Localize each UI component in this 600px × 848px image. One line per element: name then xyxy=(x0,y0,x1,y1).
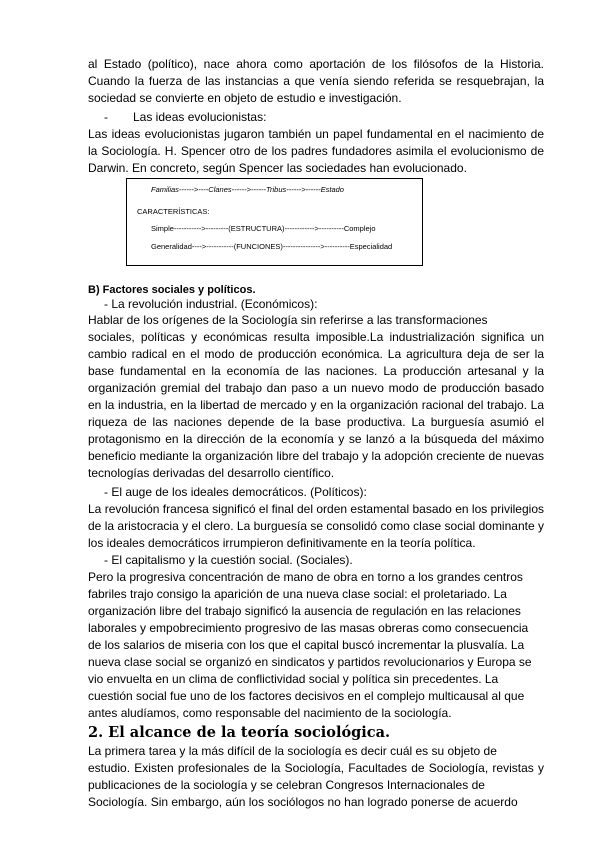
text-line: protagonismo en la dirección de la economía y se lanzó a la búsqueda del máximo xyxy=(88,432,544,446)
bullet-dash: - xyxy=(104,110,108,124)
text-line: Cuando la fuerza de las instancias a que venía siendo referida se resquebrajan, la xyxy=(88,74,544,88)
text-line: Sociología. Sin embargo, aún los sociólogos no han logrado ponerse de acuerdo xyxy=(88,795,518,809)
text-line: Las ideas evolucionistas jugaron también un papel fundamental en el nacimiento de xyxy=(88,127,544,141)
text-line: sociedad se convierte en objeto de estudio e investigación. xyxy=(88,91,402,105)
text-line: laborales y empobrecimiento progresivo de las masas obreras como consecuencia xyxy=(88,621,529,635)
evolution-chain: Familias------>----Clanes------>------Tribus------>------Estado xyxy=(151,185,344,194)
text-line: de la aristocracia y el clero. La burguesía se consolidó como clase social dominante y xyxy=(88,519,544,533)
text-line: sociales, políticas y económicas resulta imposible.La industrialización significa un xyxy=(88,330,544,344)
subheading-ideales-democraticos: - El auge de los ideales democráticos. (Políticos): xyxy=(104,485,367,499)
function-row: Generalidad---->-----------(FUNCIONES)--------------->----------Especialidad xyxy=(151,242,393,251)
section-2-title: 2. El alcance de la teoría sociológica. xyxy=(88,724,391,741)
text-line: en la industria, en la libertad de mercado y en la organización racional del trabajo. La xyxy=(88,398,544,412)
text-line: de los salarios de miseria con los que el capital buscó incrementar la plusvalía. La xyxy=(88,638,525,652)
text-line: los ideales democráticos irrumpieron definitivamente en la teoría política. xyxy=(88,536,476,550)
subheading-capitalismo: - El capitalismo y la cuestión social. (Sociales). xyxy=(104,553,353,567)
text-line: nueva clase social se organizó en sindicatos y partidos revolucionarios y Europa se xyxy=(88,655,532,669)
text-line: vio envuelta en un clima de conflictividad social y política sin precedentes. La xyxy=(88,672,499,686)
text-line: La revolución francesa significó el final del orden estamental basado en los privilegios xyxy=(88,502,544,516)
text-line: fabriles trajo consigo la aparición de una nueva clase social: el proletariado. La xyxy=(88,587,507,601)
text-line: tecnologías derivadas del desarrollo científico. xyxy=(88,466,335,480)
caracteristicas-label: CARACTERÍSTICAS: xyxy=(137,207,210,216)
text-line: beneficio mediante la organización libre del trabajo y la adopción creciente de nuevas xyxy=(88,449,544,463)
text-line: al Estado (político), nace ahora como aportación de los filósofos de la Historia. xyxy=(88,57,544,71)
text-line: Pero la progresiva concentración de mano de obra en torno a los grandes centros xyxy=(88,570,523,584)
evolution-diagram-box xyxy=(126,178,423,266)
text-line: antes aludíamos, como responsable del nacimiento de la sociología. xyxy=(88,706,452,720)
text-line: Darwin. En concreto, según Spencer las sociedades han evolucionado. xyxy=(88,161,467,175)
text-line: cambio radical en el modo de producción económica. La agricultura deja de ser la xyxy=(88,347,544,361)
text-line: Hablar de los orígenes de la Sociología sin referirse a las transformaciones xyxy=(88,313,488,327)
text-line: estudio. Existen profesionales de la Sociología, Facultades de Sociología, revistas y xyxy=(88,761,544,775)
text-line: publicaciones de la sociología y se celebran Congresos Internacionales de xyxy=(88,778,485,792)
subheading-evolucionistas: Las ideas evolucionistas: xyxy=(133,110,267,124)
text-line: base fundamental en la economía de las naciones. La producción artesanal y la xyxy=(88,364,544,378)
section-b-title: B) Factores sociales y políticos. xyxy=(88,284,256,296)
text-line: riqueza de las naciones depende de la base productiva. La burguesía asumió el xyxy=(88,415,544,429)
text-line: la Sociología. H. Spencer otro de los padres fundadores asimila el evolucionismo de xyxy=(88,144,544,158)
text-line: organización libre del trabajo significó la ausencia de regulación en las relaciones xyxy=(88,604,521,618)
text-line: cuestión social fue uno de los factores decisivos en el complejo multicausal al que xyxy=(88,689,525,703)
text-line: organización gremial del trabajo dan paso a un nuevo modo de producción basado xyxy=(88,381,544,395)
text-line: La primera tarea y la más difícil de la sociología es decir cuál es su objeto de xyxy=(88,744,497,758)
subheading-revolucion-industrial: - La revolución industrial. (Económicos): xyxy=(104,297,318,311)
structure-row: Simple----------->---------(ESTRUCTURA)------------>----------Complejo xyxy=(151,224,376,233)
